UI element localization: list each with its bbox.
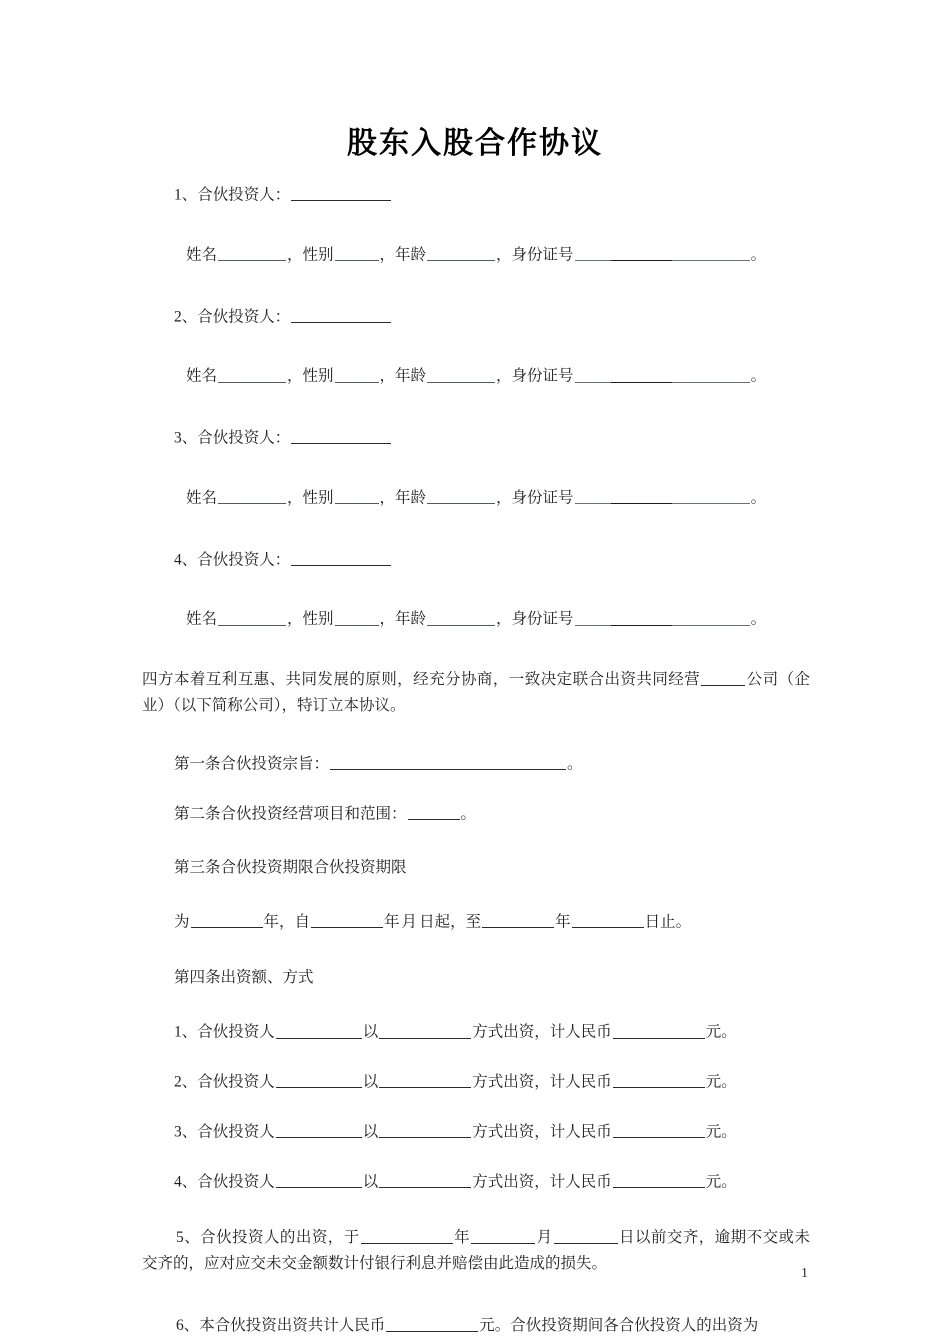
article-3-term-d: 月 (401, 913, 418, 931)
party-3-name-label: 姓名 (186, 489, 218, 506)
page-number: 1 (801, 1266, 808, 1281)
preamble-paragraph (142, 667, 810, 719)
party-2-id-blank[interactable] (575, 367, 750, 382)
contribution-4-mid1: 以 (362, 1172, 379, 1190)
article-3-term-e: 日起，至 (419, 913, 482, 931)
article-2-row (142, 805, 810, 822)
article-1-end: 。 (567, 755, 583, 773)
item-5-text-c: 月 (536, 1229, 553, 1247)
article-3-term-g: 日止。 (644, 913, 692, 931)
item-5-text-a: 5、合伙投资人的出资，于 (176, 1229, 360, 1247)
article-3-heading-row (142, 860, 810, 876)
article-3-term-a: 为 (174, 913, 190, 931)
contribution-4-prefix: 4、合伙投资人 (174, 1172, 275, 1190)
party-3-name-blank[interactable] (291, 429, 391, 444)
article-3-term-row (142, 913, 810, 930)
party-1-detail-row (142, 246, 810, 263)
party-4-name-blank[interactable] (291, 551, 391, 566)
contribution-3-amount-blank[interactable] (613, 1123, 705, 1138)
party-3-detail-row (142, 489, 810, 506)
party-1-gender-blank[interactable] (335, 246, 379, 261)
party-3-age-blank[interactable] (427, 489, 495, 504)
party-4-age-blank[interactable] (427, 610, 495, 625)
contribution-2-amount-blank[interactable] (613, 1073, 705, 1088)
preamble-text-part1: 四方本着互利互惠、共同发展的原则，经充分协商，一致决定联合出资共同经营 (142, 671, 701, 688)
item-6-total-blank[interactable] (386, 1317, 478, 1332)
party-3-fullname-blank[interactable] (218, 489, 286, 504)
document-body (142, 186, 810, 1339)
contribution-3-row (142, 1123, 810, 1140)
party-1-age-blank[interactable] (427, 246, 495, 261)
contribution-3-person-blank[interactable] (276, 1123, 362, 1138)
contribution-3-end: 元。 (705, 1123, 737, 1140)
article-3-years-blank[interactable] (191, 913, 263, 928)
preamble-company-blank[interactable] (701, 671, 745, 686)
contribution-4-end: 元。 (705, 1172, 737, 1190)
party-4-gender-blank[interactable] (335, 610, 379, 625)
party-4-label-row (142, 551, 810, 568)
item-5-month-blank[interactable] (471, 1229, 535, 1244)
contribution-3-mid2: 方式出资，计人民币 (472, 1123, 612, 1140)
contribution-3-mid1: 以 (362, 1123, 379, 1140)
item-5-day-blank[interactable] (554, 1229, 618, 1244)
article-2-end: 。 (460, 805, 477, 822)
party-2-name-label: 姓名 (186, 367, 218, 385)
contribution-2-prefix: 2、合伙投资人 (174, 1073, 275, 1091)
party-4-id-label: ，身份证号 (496, 610, 574, 628)
party-2-name-blank[interactable] (291, 308, 391, 323)
party-4-detail-end: 。 (750, 610, 767, 628)
article-3-end-day-blank[interactable] (572, 913, 644, 928)
party-1-label-row (142, 186, 810, 203)
item-5-text-d: 日以前交齐，逾期不交或未交齐的，应对应交未交金额数计付银行利息并赔偿由此造成的损失。 (142, 1229, 810, 1273)
contribution-2-method-blank[interactable] (379, 1073, 471, 1088)
party-3-label-row (142, 429, 810, 446)
party-1-name-label: 姓名 (186, 246, 218, 263)
party-4-fullname-blank[interactable] (218, 610, 286, 625)
party-1-gender-label: ，性别 (287, 246, 334, 263)
party-3-label: 3、合伙投资人： (174, 429, 291, 447)
party-3-id-blank[interactable] (575, 489, 750, 504)
contribution-2-mid1: 以 (362, 1073, 379, 1091)
contribution-1-mid1: 以 (362, 1023, 379, 1041)
party-3-gender-label: ，性别 (287, 489, 334, 506)
party-1-id-label: ，身份证号 (496, 246, 574, 263)
party-1-id-blank[interactable] (575, 246, 750, 261)
article-2-scope-blank[interactable] (408, 805, 460, 820)
article-3-term-f: 年 (555, 913, 571, 931)
contribution-4-person-blank[interactable] (276, 1173, 362, 1188)
contribution-1-mid2: 方式出资，计人民币 (472, 1023, 612, 1041)
article-4-heading: 第四条出资额、方式 (174, 968, 314, 986)
party-2-label: 2、合伙投资人： (174, 307, 291, 325)
item-5-text-b: 年 (453, 1229, 471, 1247)
contribution-4-amount-blank[interactable] (613, 1173, 705, 1188)
contribution-4-method-blank[interactable] (379, 1173, 471, 1188)
party-4-name-label: 姓名 (186, 610, 218, 628)
contribution-1-prefix: 1、合伙投资人 (174, 1023, 275, 1041)
article-4-heading-row (142, 970, 810, 986)
contribution-3-prefix: 3、合伙投资人 (174, 1123, 275, 1140)
contribution-1-amount-blank[interactable] (613, 1023, 705, 1038)
party-3-gender-blank[interactable] (335, 489, 379, 504)
contribution-2-row (142, 1073, 810, 1090)
party-1-label: 1、合伙投资人： (174, 186, 291, 204)
contribution-3-method-blank[interactable] (379, 1123, 471, 1138)
contribution-deadline-paragraph (142, 1225, 810, 1277)
party-4-age-label: ，年龄 (379, 610, 427, 628)
party-2-gender-blank[interactable] (335, 367, 379, 382)
item-6-text-a: 6、本合伙投资出资共计人民币 (176, 1317, 386, 1335)
article-1-purpose-blank[interactable] (330, 755, 566, 770)
party-1-age-label: ，年龄 (379, 246, 427, 263)
article-3-start-year-blank[interactable] (311, 913, 383, 928)
party-2-label-row (142, 308, 810, 325)
contribution-1-person-blank[interactable] (276, 1023, 362, 1038)
article-1-row (142, 755, 810, 772)
party-2-age-label: ，年龄 (379, 367, 427, 385)
total-contribution-paragraph (142, 1313, 810, 1339)
contribution-1-method-blank[interactable] (379, 1023, 471, 1038)
article-3-end-year-blank[interactable] (482, 913, 554, 928)
article-3-term-c: 年 (384, 913, 400, 931)
preamble-text-part2: 公司（企业）（以下简称公司），特订立本协议。 (142, 671, 810, 714)
contribution-1-row (142, 1023, 810, 1040)
article-2-label: 第二条合伙投资经营项目和范围： (174, 805, 407, 822)
party-3-id-label: ，身份证号 (496, 489, 574, 506)
item-6-text-b: 元。合伙投资期间各合伙投资人的出资为 (479, 1317, 759, 1335)
contribution-2-person-blank[interactable] (276, 1073, 362, 1088)
contribution-2-end: 元。 (705, 1073, 737, 1091)
party-1-detail-end: 。 (750, 246, 767, 263)
party-4-id-blank[interactable] (575, 610, 750, 625)
party-2-age-blank[interactable] (427, 367, 495, 382)
party-4-gender-label: ，性别 (287, 610, 334, 628)
party-2-gender-label: ，性别 (287, 367, 334, 385)
item-5-year-blank[interactable] (361, 1229, 453, 1244)
contribution-2-mid2: 方式出资，计人民币 (472, 1073, 612, 1091)
article-1-label: 第一条合伙投资宗旨： (174, 755, 330, 773)
party-4-detail-row (142, 610, 810, 627)
article-3-heading: 第三条合伙投资期限合伙投资期限 (174, 858, 407, 876)
party-1-name-blank[interactable] (291, 186, 391, 201)
party-2-detail-end: 。 (750, 367, 767, 385)
party-4-label: 4、合伙投资人： (174, 550, 291, 568)
party-2-id-label: ，身份证号 (496, 367, 574, 385)
party-3-detail-end: 。 (750, 489, 767, 506)
article-3-term-b: 年，自 (263, 913, 311, 931)
party-1-fullname-blank[interactable] (218, 246, 286, 261)
party-2-detail-row (142, 367, 810, 384)
contribution-4-mid2: 方式出资，计人民币 (472, 1172, 612, 1190)
contribution-4-row (142, 1173, 810, 1190)
party-2-fullname-blank[interactable] (218, 367, 286, 382)
page-title: 股东入股合作协议 (347, 126, 603, 161)
contribution-1-end: 元。 (705, 1023, 737, 1041)
party-3-age-label: ，年龄 (379, 489, 427, 506)
